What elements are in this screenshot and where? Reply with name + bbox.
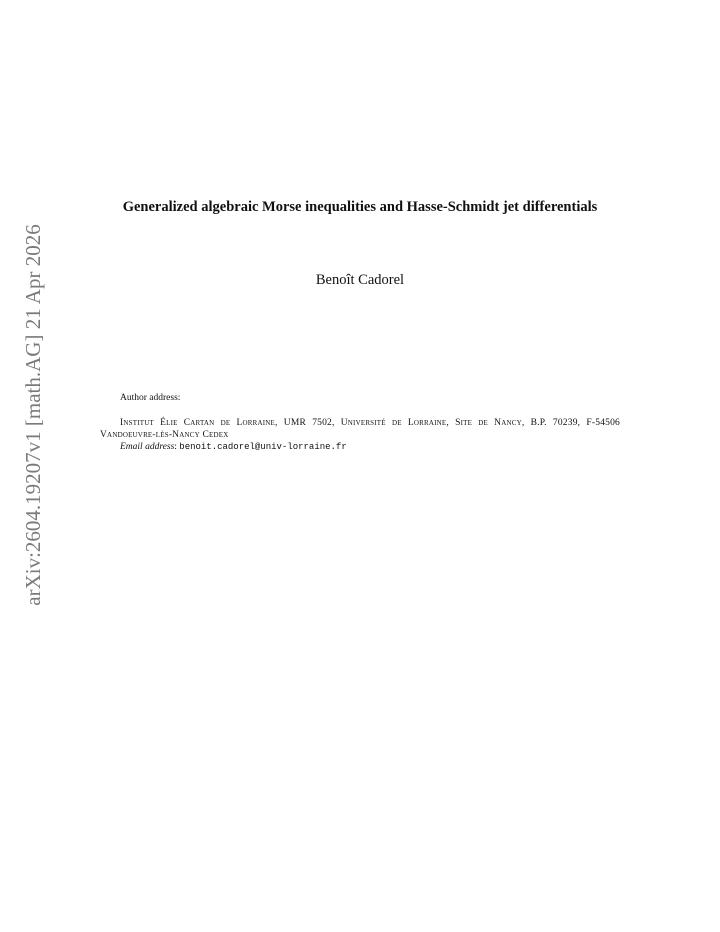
address-heading: Author address: (120, 393, 181, 403)
institution-address: Institut Élie Cartan de Lorraine, UMR 7502, Université de Lorraine, Site de Nancy, B.P. 70239, F-54506 Vandoeuvre-lès-Nancy Cedex (100, 418, 620, 440)
email-label: Email address (120, 442, 175, 452)
paper-author: Benoît Cadorel (315, 272, 405, 288)
paper-title: Generalized algebraic Morse inequalities and Hasse-Schmidt jet differentials (122, 199, 598, 215)
email-separator: : (174, 442, 180, 452)
author-address-block (100, 392, 620, 453)
email-address[interactable]: benoit.cadorel@univ-lorraine.fr (179, 442, 347, 452)
arxiv-sidebar (18, 200, 48, 630)
email-line (120, 441, 620, 453)
arxiv-identifier-stamp: arXiv:2604.19207v1 [math.AG] 21 Apr 2026 (21, 224, 45, 606)
